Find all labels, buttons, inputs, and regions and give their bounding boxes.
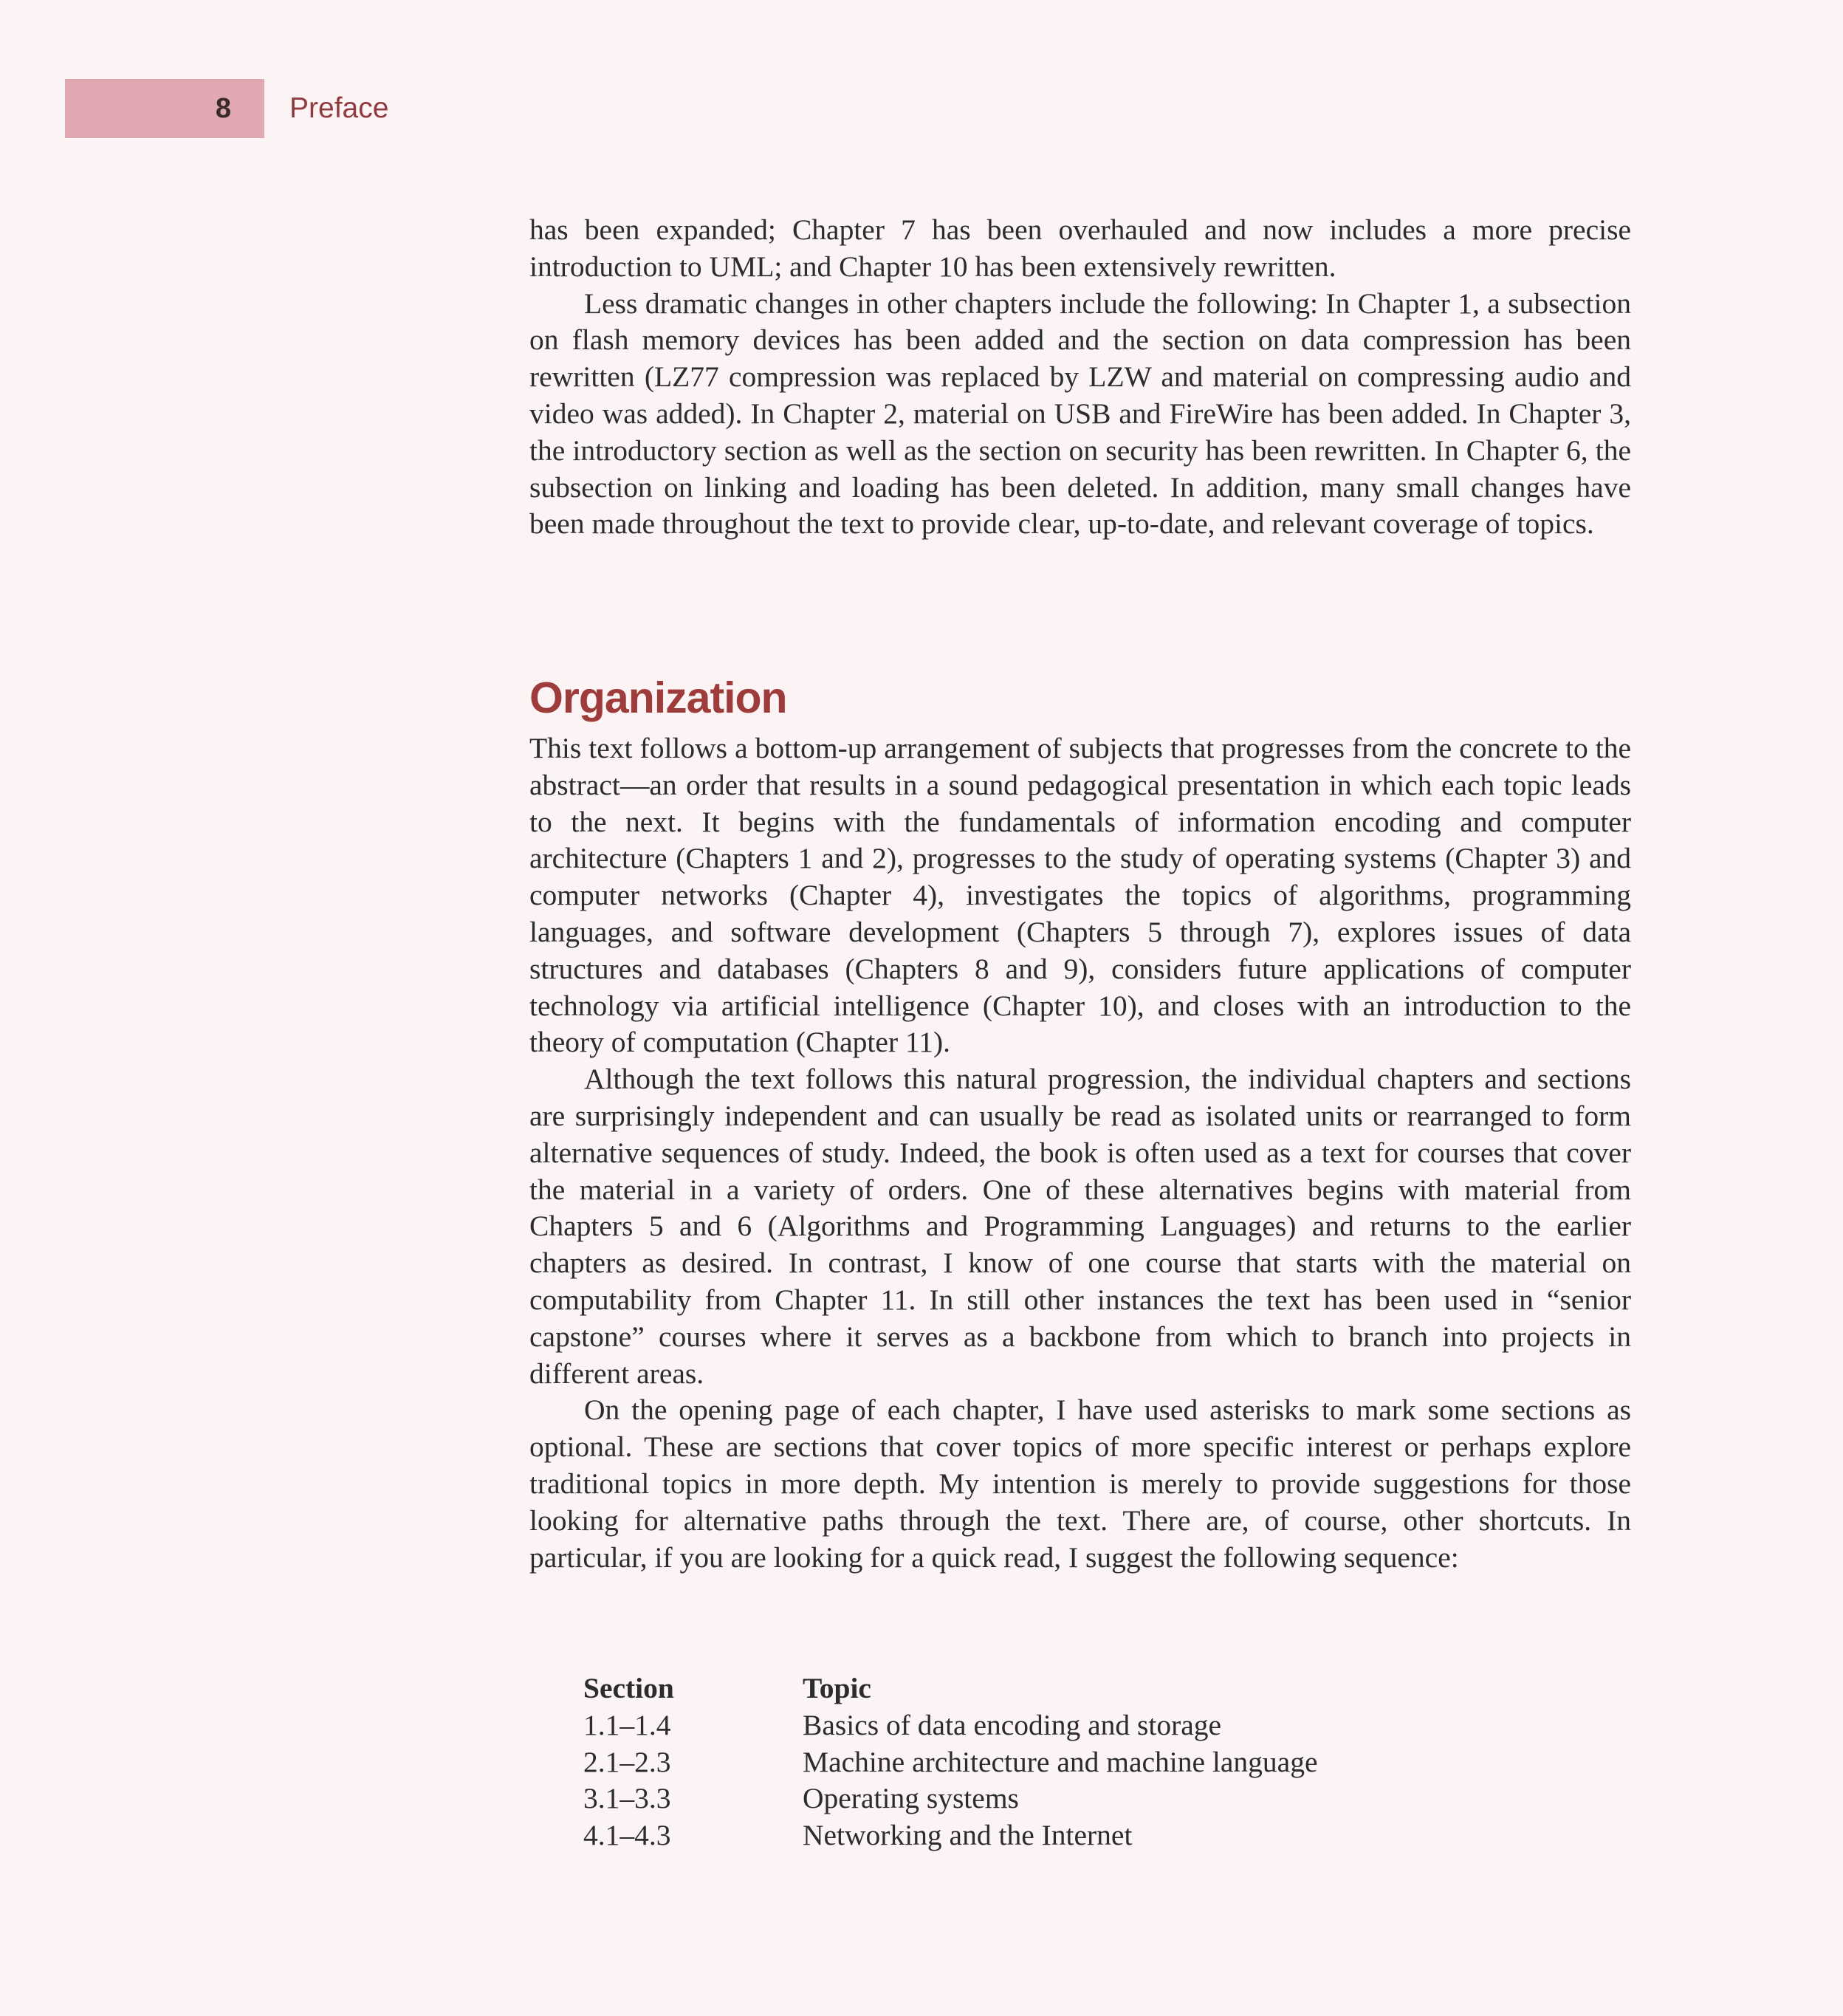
- topic: Operating systems: [803, 1782, 1019, 1815]
- intro-section: [529, 212, 1631, 543]
- organization-paragraph-3: On the opening page of each chapter, I have used asterisks to mark some sections as optional. These are sections that cover topics of more specific interest or perhaps explore traditional topics in more depth. My intention is merely to provide suggestions for those looking for alternative paths through the text. There are, of course, other shortcuts. In particular, if you are looking for a quick read, I suggest the following sequence:: [529, 1393, 1631, 1574]
- table-row: [583, 1744, 1317, 1781]
- running-head-title: Preface: [289, 92, 389, 124]
- reading-sequence-table: [583, 1670, 1317, 1854]
- table-row: [583, 1780, 1317, 1817]
- table-row: [583, 1707, 1317, 1744]
- table-header-row: [583, 1670, 1317, 1707]
- section-range: 4.1–4.3: [583, 1819, 671, 1852]
- intro-paragraph-1: has been expanded; Chapter 7 has been overhauled and now includes a more precise introduction to UML; and Chapter 10 has been extensively rewritten.: [529, 213, 1631, 283]
- topic: Basics of data encoding and storage: [803, 1708, 1222, 1741]
- organization-paragraph-2: Although the text follows this natural progression, the individual chapters and sections are surprisingly independent and can usually be read as isolated units or rearranged to form alternative sequences of study. Indeed, the book is often used as a text for courses that cover the material in a variety of orders. One of these alternatives begins with material from Chapters 5 and 6 (Algorithms and Programming Languages) and returns to the earlier chapters as desired. In contrast, I know of one course that starts with the material on computability from Chapter 11. In still other instances the text has been used in “senior capstone” courses where it serves as a backbone from which to branch into projects in different areas.: [529, 1063, 1631, 1390]
- section-range: 2.1–2.3: [583, 1745, 671, 1778]
- organization-body: [529, 730, 1631, 1576]
- section-range: 1.1–1.4: [583, 1708, 671, 1741]
- column-header-section: Section: [583, 1672, 674, 1704]
- table-row: [583, 1817, 1317, 1854]
- page-number: 8: [215, 93, 231, 124]
- organization-paragraph-1: This text follows a bottom-up arrangement of subjects that progresses from the concrete to the abstract—an order that results in a sound pedagogical presentation in which each topic leads to the next. It begins with the fundamentals of information encoding and computer architecture (Chapters 1 and 2), progresses to the study of operating systems (Chapter 3) and computer networks (Chapter 4), investigates the topics of algorithms, programming languages, and software development (Chapters 5 through 7), explores issues of data structures and databases (Chapters 8 and 9), considers future applications of computer technology via artificial intelligence (Chapter 10), and closes with an introduction to the theory of computation (Chapter 11).: [529, 732, 1631, 1059]
- column-header-topic: Topic: [803, 1672, 871, 1704]
- section-heading-organization: Organization: [529, 673, 787, 722]
- intro-paragraph-2: Less dramatic changes in other chapters include the following: In Chapter 1, a subsection on flash memory devices has been added and the section on data compression has been rewritten (LZ77 compression was replaced by LZW and material on compressing audio and video was added). In Chapter 2, material on USB and FireWire has been added. In Chapter 3, the introductory section as well as the section on security has been rewritten. In Chapter 6, the subsection on linking and loading has been deleted. In addition, many small changes have been made throughout the text to provide clear, up-to-date, and relevant coverage of topics.: [529, 287, 1631, 541]
- section-range: 3.1–3.3: [583, 1782, 671, 1815]
- topic: Networking and the Internet: [803, 1819, 1133, 1852]
- topic: Machine architecture and machine language: [803, 1745, 1318, 1778]
